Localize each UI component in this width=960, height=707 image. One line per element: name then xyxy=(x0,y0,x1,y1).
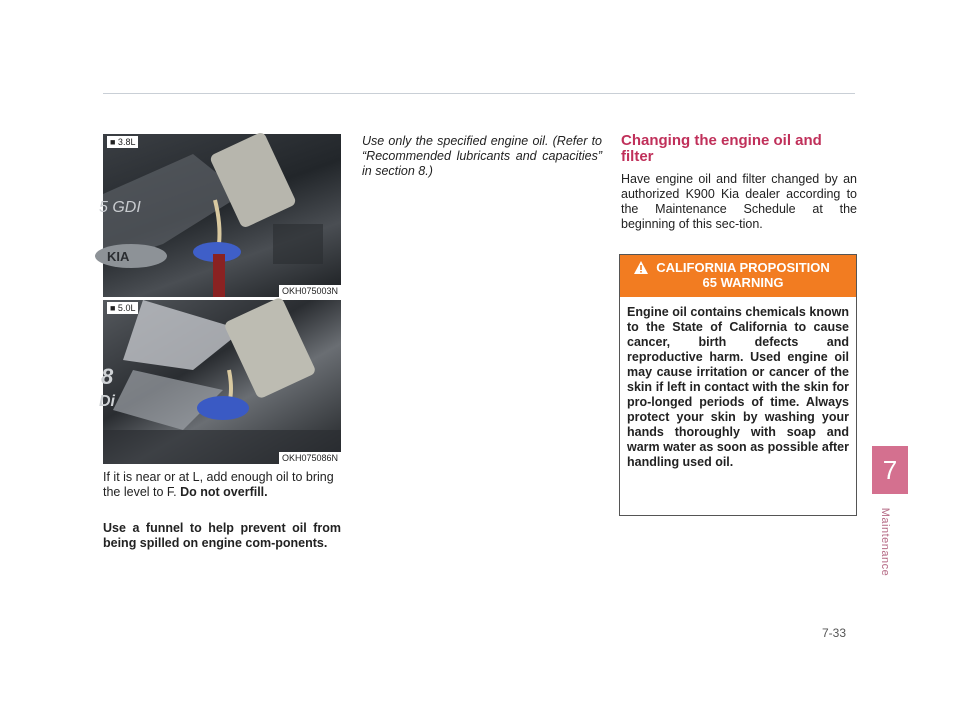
svg-text:Di: Di xyxy=(99,393,115,410)
chapter-tab: 7 xyxy=(872,446,908,494)
chapter-label-text: Maintenance xyxy=(879,507,891,577)
warning-triangle-icon xyxy=(634,261,648,274)
warning-body: Engine oil contains chemicals known to the State of California to cause cancer, birth defects and reproductive harm. Used engine oil may cause irritation or cancer of the skin if left in contact with the skin for pro-longed periods of time. Always protect your skin by washing your hands thoroughly with soap and warm water as soon as possible after handling used oil. xyxy=(627,305,849,469)
specified-oil-note: Use only the specified engine oil. (Refer to “Recommended lubricants and capacities” in section 8.) xyxy=(362,134,602,178)
svg-text:8: 8 xyxy=(101,364,114,389)
engine-photo-5-0l xyxy=(99,300,341,464)
california-warning-box xyxy=(619,254,857,516)
image-code-3-8l: OKH075003N xyxy=(279,285,341,297)
svg-text:KIA: KIA xyxy=(107,249,130,264)
warning-title: CALIFORNIA PROPOSITION 65 WARNING xyxy=(656,260,830,290)
image-code-5-0l: OKH075086N xyxy=(279,452,341,464)
top-rule xyxy=(103,93,855,94)
overfill-warning-text: Do not overfill. xyxy=(180,485,268,499)
engine-label-5-0l: ■ 5.0L xyxy=(107,302,138,314)
svg-text:5 GDI: 5 GDI xyxy=(99,199,141,216)
funnel-paragraph: Use a funnel to help prevent oil from being spilled on engine com-ponents. xyxy=(103,521,341,550)
page-number: 7-33 xyxy=(822,626,847,640)
check-level-text: If it is near or at L, add enough oil to bring the level to F. xyxy=(103,470,334,499)
check-level-paragraph xyxy=(103,470,341,500)
oil-change-paragraph: Have engine oil and filter changed by an authorized K900 Kia dealer according to the Maintenance Schedule at the beginning of this sec-tion. xyxy=(621,172,857,231)
chapter-label xyxy=(878,500,892,584)
engine-label-3-8l: ■ 3.8L xyxy=(107,136,138,148)
engine-photo-3-8l xyxy=(99,134,341,297)
warning-header xyxy=(620,255,856,297)
section-heading: Changing the engine oil and filter xyxy=(621,132,822,165)
